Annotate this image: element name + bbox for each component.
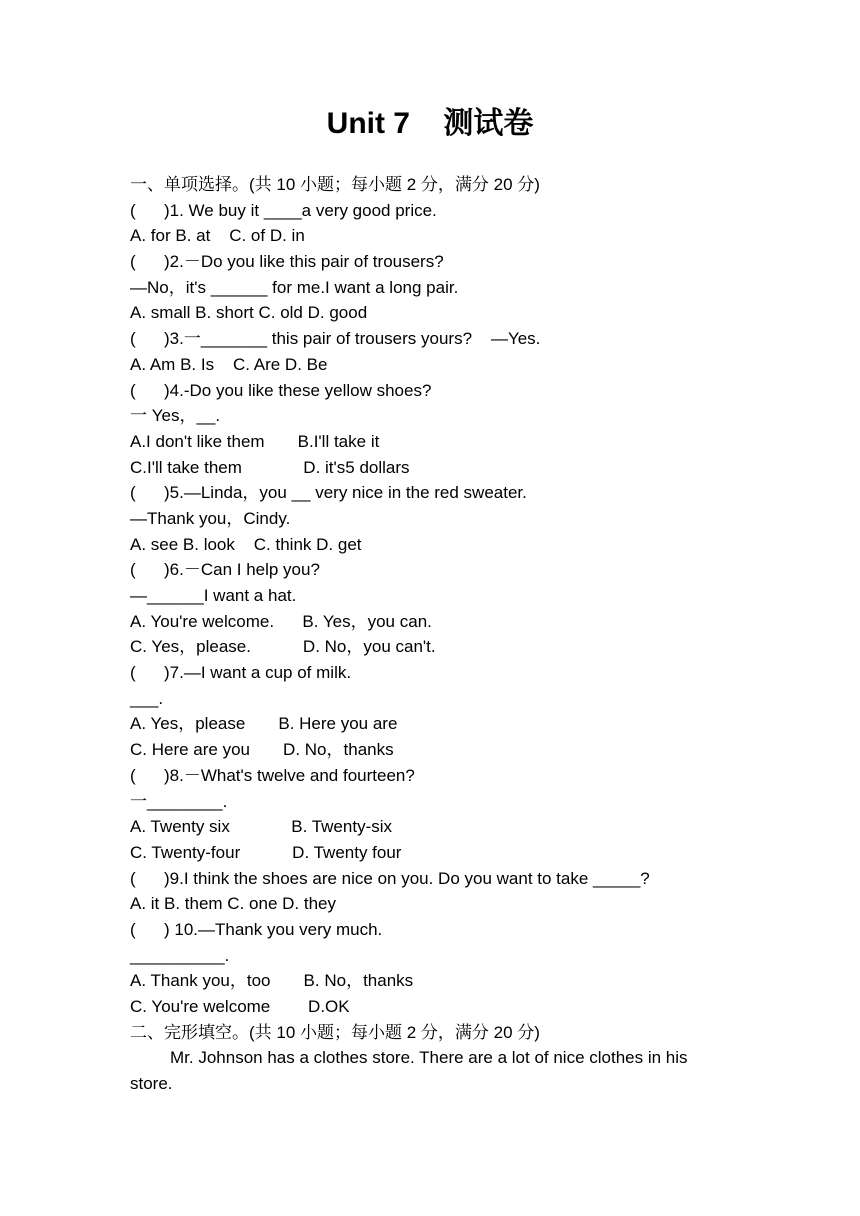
options-line: A. Thank you，too B. No，thanks xyxy=(130,971,414,991)
options-line: A. Twenty six B. Twenty-six xyxy=(130,817,393,837)
options-line: A. Am B. Is C. Are D. Be xyxy=(130,354,328,374)
dialogue-line: 一 Yes，__. xyxy=(130,406,221,426)
question-line: ( )3.一_______ this pair of trousers yours? —Yes. xyxy=(130,329,541,349)
dialogue-line: —No，it's ______ for me.I want a long pair. xyxy=(130,277,459,297)
options-line: A. it B. them C. one D. they xyxy=(130,894,336,914)
question-line: ( )4.-Do you like these yellow shoes? xyxy=(130,380,432,400)
question-line: ( )7.—I want a cup of milk. xyxy=(130,663,352,683)
document-body xyxy=(130,172,740,1097)
page-title: Unit 7 测试卷 xyxy=(326,107,534,140)
section-heading: 二、完形填空。(共 10 小题；每小题 2 分，满分 20 分) xyxy=(130,1022,540,1042)
options-line: A.I don't like them B.I'll take it xyxy=(130,431,380,451)
question-line: ( )8.－What's twelve and fourteen? xyxy=(130,765,415,785)
dialogue-line: 一________. xyxy=(130,791,228,811)
question-line: ( )6.－Can I help you? xyxy=(130,560,320,580)
options-line: C. Yes，please. D. No，you can't. xyxy=(130,637,436,657)
options-line: C. You're welcome D.OK xyxy=(130,997,350,1016)
dialogue-line: __________. xyxy=(130,945,230,965)
options-line: C.I'll take them D. it's5 dollars xyxy=(130,457,410,477)
options-line: A. You're welcome. B. Yes，you can. xyxy=(130,611,432,631)
question-line: ( )5.—Linda，you __ very nice in the red sweater. xyxy=(130,483,527,503)
question-line: ( ) 10.—Thank you very much. xyxy=(130,919,383,939)
dialogue-line: —______I want a hat. xyxy=(130,586,297,605)
options-line: A. see B. look C. think D. get xyxy=(130,534,362,554)
options-line: C. Here are you D. No，thanks xyxy=(130,740,394,760)
options-line: A. small B. short C. old D. good xyxy=(130,303,368,323)
section-heading: 一、单项选择。(共 10 小题；每小题 2 分，满分 20 分) xyxy=(130,175,540,194)
question-line: ( )9.I think the shoes are nice on you. Do you want to take _____? xyxy=(130,868,650,888)
dialogue-line: —Thank you，Cindy. xyxy=(130,508,291,528)
options-line: A. Yes，please B. Here you are xyxy=(130,714,398,734)
question-line: ( )1. We buy it ____a very good price. xyxy=(130,200,437,220)
dialogue-line: ___. xyxy=(130,688,164,708)
question-line: ( )2.－Do you like this pair of trousers? xyxy=(130,252,444,272)
cloze-paragraph: Mr. Johnson has a clothes store. There are a lot of nice clothes in his store. xyxy=(130,1048,688,1094)
options-line: C. Twenty-four D. Twenty four xyxy=(130,842,402,862)
options-line: A. for B. at C. of D. in xyxy=(130,226,305,246)
